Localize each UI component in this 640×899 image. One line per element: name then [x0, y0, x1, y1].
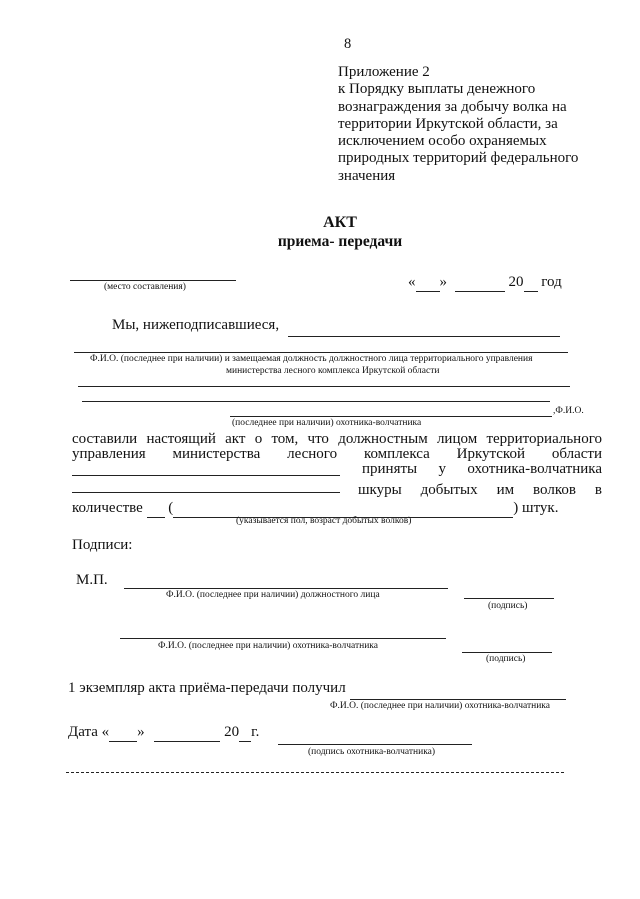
quantity-label: количестве: [72, 500, 143, 516]
body-word: должностным: [338, 431, 428, 447]
body-word: управления: [72, 446, 146, 462]
footer-month-field[interactable]: [154, 724, 220, 742]
footer-signature-field[interactable]: [278, 744, 472, 745]
copy-received-field[interactable]: [350, 699, 566, 700]
official-name-field-2[interactable]: [74, 352, 568, 353]
body-word: добытых: [420, 482, 478, 498]
appendix-line: исключением особо охраняемых: [338, 133, 547, 150]
quantity-field[interactable]: [147, 500, 165, 518]
month-field[interactable]: [455, 274, 505, 292]
fio-suffix: ,Ф.И.О.: [553, 406, 584, 416]
body-word: им: [496, 482, 515, 498]
body-word: министерства: [172, 446, 261, 462]
body-word: том,: [271, 431, 299, 447]
date-open-quote: «: [408, 274, 416, 290]
body-word: лесного: [287, 446, 338, 462]
body-word: приняты: [362, 461, 418, 477]
appendix-line: к Порядку выплаты денежного: [338, 81, 536, 98]
cut-line: [66, 772, 564, 773]
body-word: шкуры: [358, 482, 402, 498]
body-word: лицом: [436, 431, 478, 447]
footer-date: [68, 724, 259, 742]
place-caption: (место составления): [104, 282, 186, 292]
body-word: области: [551, 446, 602, 462]
body-word: составили: [72, 431, 138, 447]
hunter-sign-caption: (подпись): [486, 654, 526, 664]
footer-date-label: Дата «: [68, 724, 110, 740]
body-word: акт: [225, 431, 246, 447]
official-signature-caption: Ф.И.О. (последнее при наличии) должностного лица: [166, 590, 380, 600]
hunter-signature-caption: Ф.И.О. (последнее при наличии) охотника-волчатника: [158, 641, 378, 651]
quantity-end: ) штук.: [513, 500, 559, 516]
official-caption-2: министерства лесного комплекса Иркутской области: [226, 366, 440, 376]
hunter-name-field-2[interactable]: [230, 416, 552, 417]
appendix-line: вознаграждения за добычу волка на: [338, 98, 567, 115]
appendix-line: значения: [338, 167, 396, 184]
day-field[interactable]: [416, 274, 440, 292]
wolves-caption: (указывается пол, возраст добытых волков): [236, 516, 412, 526]
hunter-blank[interactable]: [72, 492, 340, 493]
place-field-line[interactable]: [70, 280, 236, 281]
body-word: о: [254, 431, 263, 447]
copy-received-caption: Ф.И.О. (последнее при наличии) охотника-волчатника: [330, 701, 550, 711]
official-signature-name-field[interactable]: [124, 588, 448, 589]
body-word: территориального: [486, 431, 602, 447]
footer-day-field[interactable]: [109, 724, 137, 742]
appendix-line: природных территорий федерального: [338, 150, 579, 167]
year-prefix: 20: [508, 274, 524, 290]
signatures-label: Подписи:: [72, 537, 133, 553]
official-name-field[interactable]: [288, 336, 560, 337]
date-close-quote: »: [439, 274, 447, 290]
appendix-line: Приложение 2: [338, 64, 430, 80]
body-word: охотника-волчатника: [467, 461, 602, 477]
hunter-signature-name-field[interactable]: [120, 638, 446, 639]
footer-year-suffix: г.: [251, 724, 260, 740]
official-name-field-3[interactable]: [78, 386, 570, 387]
footer-year-prefix: 20: [224, 724, 240, 740]
body-line-4: [358, 482, 602, 499]
appendix-block: [338, 64, 578, 185]
footer-signature-caption: (подпись охотника-волчатника): [308, 747, 436, 757]
year-suffix: год: [541, 274, 562, 290]
quantity-open-paren: (: [168, 500, 174, 516]
body-word: волков: [533, 482, 576, 498]
official-signature-field[interactable]: [464, 598, 554, 599]
appendix-line: территории Иркутской области, за: [338, 115, 558, 132]
document-subtitle: приема- передачи: [277, 233, 403, 250]
stamp-label: М.П.: [76, 572, 108, 588]
body-line-3: [362, 461, 602, 478]
intro-text: Мы, нижеподписавшиеся,: [112, 317, 280, 333]
date-line: [408, 274, 562, 292]
document-title: АКТ: [323, 214, 357, 231]
page-number: 8: [344, 36, 352, 52]
body-word: у: [438, 461, 447, 477]
hunter-caption: (последнее при наличии) охотника-волчатника: [232, 418, 422, 428]
official-sign-caption: (подпись): [488, 601, 528, 611]
body-word: в: [594, 482, 602, 498]
official-blank[interactable]: [72, 475, 340, 476]
body-word: что: [307, 431, 329, 447]
body-word: настоящий: [146, 431, 216, 447]
official-caption-1: Ф.И.О. (последнее при наличии) и замещаемая должность должностного лица территориального управления: [90, 354, 533, 364]
footer-date-close: »: [137, 724, 145, 740]
hunter-signature-field[interactable]: [462, 652, 552, 653]
copy-received-text: 1 экземпляр акта приёма-передачи получил: [68, 680, 346, 696]
body-word: Иркутской: [456, 446, 525, 462]
body-word: комплекса: [363, 446, 430, 462]
year-field[interactable]: [524, 274, 538, 292]
footer-year-field[interactable]: [239, 724, 251, 742]
hunter-name-field[interactable]: [82, 401, 550, 402]
